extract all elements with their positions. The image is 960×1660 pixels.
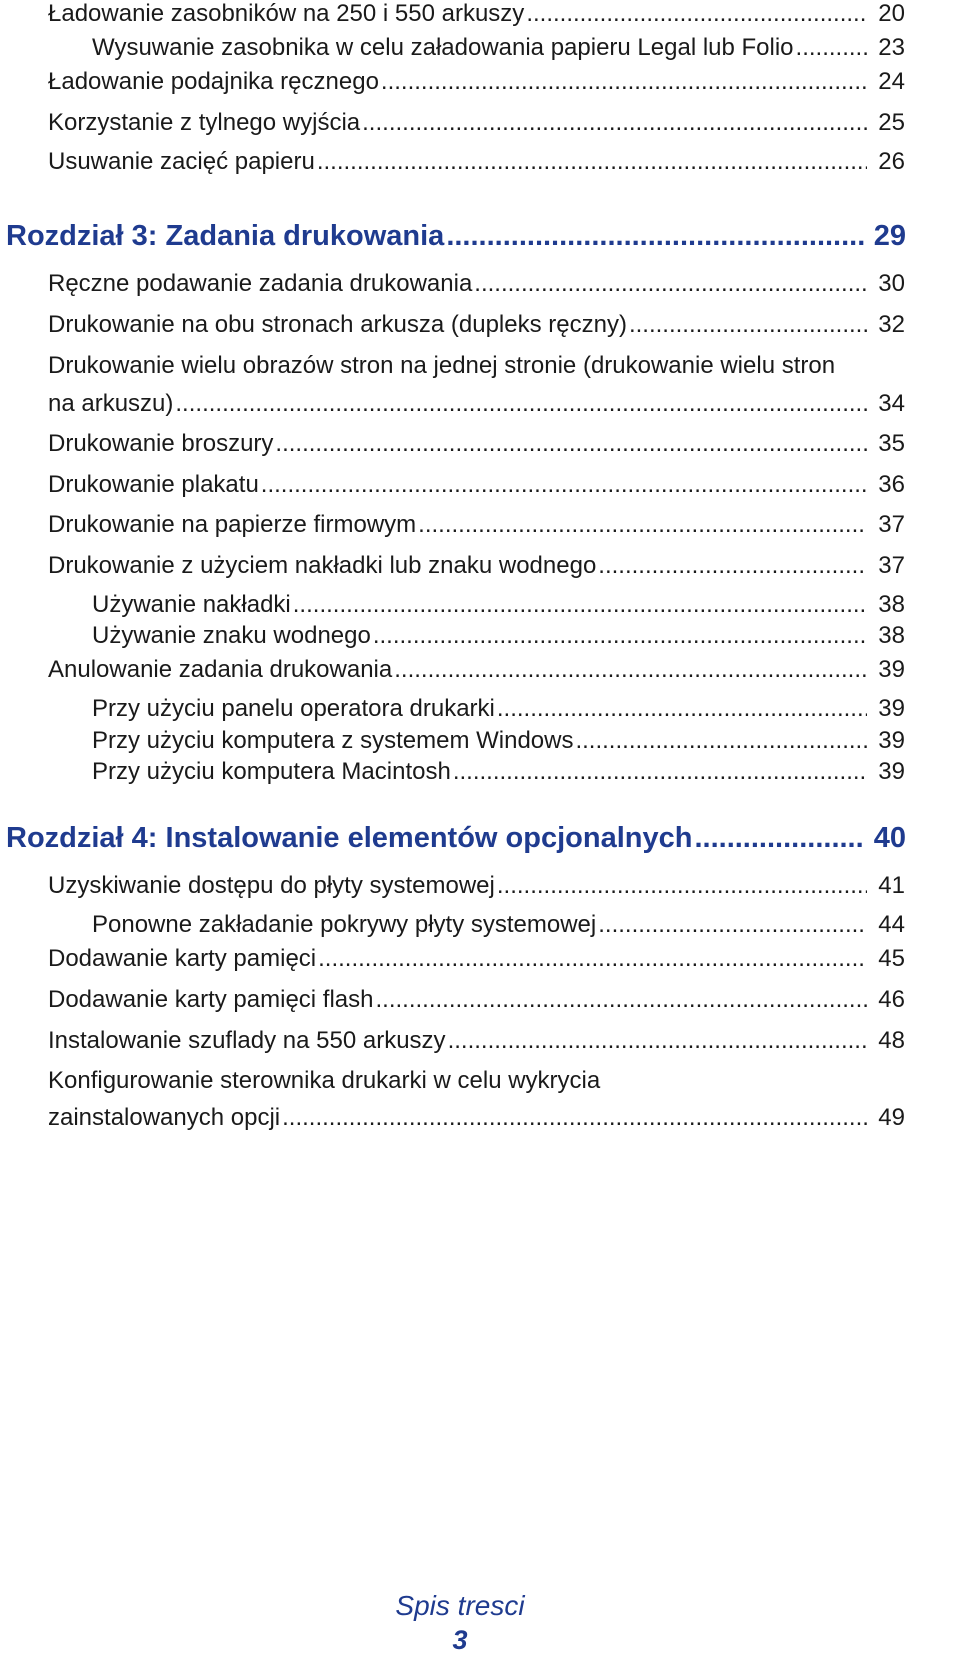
- toc-entry-page: 49: [878, 1104, 905, 1131]
- leader-dots: [474, 270, 867, 298]
- leader-dots: [282, 1104, 867, 1132]
- toc-entry[interactable]: [48, 471, 905, 499]
- footer-section-title: Spis tresci: [395, 1590, 525, 1621]
- toc-entry[interactable]: [48, 986, 905, 1014]
- chapter-page: 40: [873, 822, 906, 854]
- toc-entry-page: 36: [878, 471, 905, 498]
- toc-entry-title: zainstalowanych opcji: [48, 1104, 281, 1131]
- toc-entry[interactable]: [48, 1104, 905, 1132]
- toc-entry-page: 24: [878, 68, 905, 95]
- toc-entry[interactable]: [48, 148, 905, 176]
- toc-entry-page: 39: [878, 727, 905, 754]
- toc-entry-title: Przy użyciu komputera z systemem Windows: [92, 727, 574, 754]
- toc-entry-page: 25: [878, 109, 905, 136]
- leader-dots: [293, 591, 867, 619]
- leader-dots: [446, 220, 864, 253]
- toc-entry-page: 39: [878, 758, 905, 785]
- toc-entry[interactable]: [48, 656, 905, 684]
- toc-chapter-heading[interactable]: [6, 822, 906, 855]
- leader-dots: [317, 148, 867, 176]
- toc-entry[interactable]: [48, 0, 905, 28]
- leader-dots: [575, 727, 867, 755]
- toc-entry-page: 38: [878, 622, 905, 649]
- toc-entry-title: Drukowanie plakatu: [48, 471, 259, 498]
- toc-entry-title: Drukowanie broszury: [48, 430, 274, 457]
- toc-entry-page: 44: [878, 911, 905, 938]
- toc-entry-title: Ręczne podawanie zadania drukowania: [48, 270, 473, 297]
- toc-entry-title: Drukowanie na papierze firmowym: [48, 511, 417, 538]
- leader-dots: [261, 471, 867, 499]
- toc-entry[interactable]: [48, 270, 905, 298]
- toc-subentry[interactable]: [92, 591, 905, 619]
- toc-entry-title: Korzystanie z tylnego wyjścia: [48, 109, 361, 136]
- toc-entry[interactable]: [48, 68, 905, 96]
- toc-subentry[interactable]: [92, 758, 905, 786]
- toc-entry-page: 46: [878, 986, 905, 1013]
- leader-dots: [318, 945, 867, 973]
- toc-entry[interactable]: [48, 430, 905, 458]
- leader-dots: [598, 911, 867, 939]
- chapter-page: 29: [873, 220, 906, 252]
- toc-entry-title: na arkuszu): [48, 390, 174, 417]
- toc-entry-title-line: Konfigurowanie sterownika drukarki w celu wykrycia: [48, 1067, 601, 1094]
- toc-entry-page: 45: [878, 945, 905, 972]
- leader-dots: [381, 68, 867, 96]
- toc-entry[interactable]: [48, 552, 905, 580]
- leader-dots: [175, 390, 867, 418]
- toc-entry[interactable]: [48, 109, 905, 137]
- leader-dots: [362, 109, 867, 137]
- leader-dots: [448, 1027, 867, 1055]
- toc-entry-title: Dodawanie karty pamięci flash: [48, 986, 374, 1013]
- toc-entry-title: Instalowanie szuflady na 550 arkuszy: [48, 1027, 446, 1054]
- toc-subentry[interactable]: [92, 727, 905, 755]
- toc-entry-page: 30: [878, 270, 905, 297]
- leader-dots: [418, 511, 867, 539]
- toc-subentry[interactable]: [92, 911, 905, 939]
- toc-entry-page: 20: [878, 0, 905, 27]
- toc-entry-title: Drukowanie na obu stronach arkusza (dupleks ręczny): [48, 311, 627, 338]
- leader-dots: [373, 622, 867, 650]
- toc-entry[interactable]: [48, 311, 905, 339]
- leader-dots: [796, 34, 867, 62]
- toc-subentry[interactable]: [92, 695, 905, 723]
- leader-dots: [497, 695, 867, 723]
- toc-entry-title: Ładowanie zasobników na 250 i 550 arkuszy: [48, 0, 525, 27]
- toc-entry-title: Drukowanie z użyciem nakładki lub znaku wodnego: [48, 552, 597, 579]
- toc-entry-page: 37: [878, 511, 905, 538]
- toc-chapter-heading[interactable]: [6, 220, 906, 253]
- chapter-title: Rozdział 4: Instalowanie elementów opcjonalnych: [6, 822, 693, 854]
- toc-subentry[interactable]: [92, 622, 905, 650]
- leader-dots: [629, 311, 867, 339]
- toc-entry-title: Usuwanie zacięć papieru: [48, 148, 315, 175]
- toc-entry-page: 23: [878, 34, 905, 61]
- toc-entry-page: 35: [878, 430, 905, 457]
- footer-page-number: 3: [452, 1625, 468, 1655]
- toc-entry-title: Używanie znaku wodnego: [92, 622, 371, 649]
- toc-entry-title: Przy użyciu komputera Macintosh: [92, 758, 451, 785]
- toc-entry-title: Anulowanie zadania drukowania: [48, 656, 393, 683]
- chapter-title: Rozdział 3: Zadania drukowania: [6, 220, 445, 252]
- leader-dots: [394, 656, 867, 684]
- leader-dots: [526, 0, 867, 28]
- toc-entry-title: Dodawanie karty pamięci: [48, 945, 317, 972]
- leader-dots: [453, 758, 867, 786]
- toc-entry-page: 34: [878, 390, 905, 417]
- leader-dots: [598, 552, 867, 580]
- toc-entry-page: 41: [878, 872, 905, 899]
- toc-entry-page: 39: [878, 695, 905, 722]
- toc-entry[interactable]: [48, 945, 905, 973]
- toc-entry-page: 32: [878, 311, 905, 338]
- toc-entry[interactable]: [48, 1027, 905, 1055]
- toc-entry-page: 26: [878, 148, 905, 175]
- toc-entry-page: 38: [878, 591, 905, 618]
- toc-entry-title-line: Drukowanie wielu obrazów stron na jednej stronie (drukowanie wielu stron: [48, 352, 836, 379]
- toc-entry-title: Wysuwanie zasobnika w celu załadowania papieru Legal lub Folio: [92, 34, 794, 61]
- leader-dots: [376, 986, 868, 1014]
- leader-dots: [275, 430, 867, 458]
- toc-entry[interactable]: [48, 872, 905, 900]
- toc-entry-title: Przy użyciu panelu operatora drukarki: [92, 695, 495, 722]
- toc-entry-title: Używanie nakładki: [92, 591, 291, 618]
- toc-entry[interactable]: [48, 511, 905, 539]
- toc-subentry[interactable]: [92, 34, 905, 62]
- toc-entry-title: Ładowanie podajnika ręcznego: [48, 68, 379, 95]
- toc-entry-title: Uzyskiwanie dostępu do płyty systemowej: [48, 872, 495, 899]
- toc-entry[interactable]: [48, 390, 905, 418]
- leader-dots: [694, 822, 864, 855]
- toc-entry-title: Ponowne zakładanie pokrywy płyty systemowej: [92, 911, 597, 938]
- toc-entry-page: 48: [878, 1027, 905, 1054]
- toc-entry-page: 39: [878, 656, 905, 683]
- toc-entry-page: 37: [878, 552, 905, 579]
- leader-dots: [497, 872, 867, 900]
